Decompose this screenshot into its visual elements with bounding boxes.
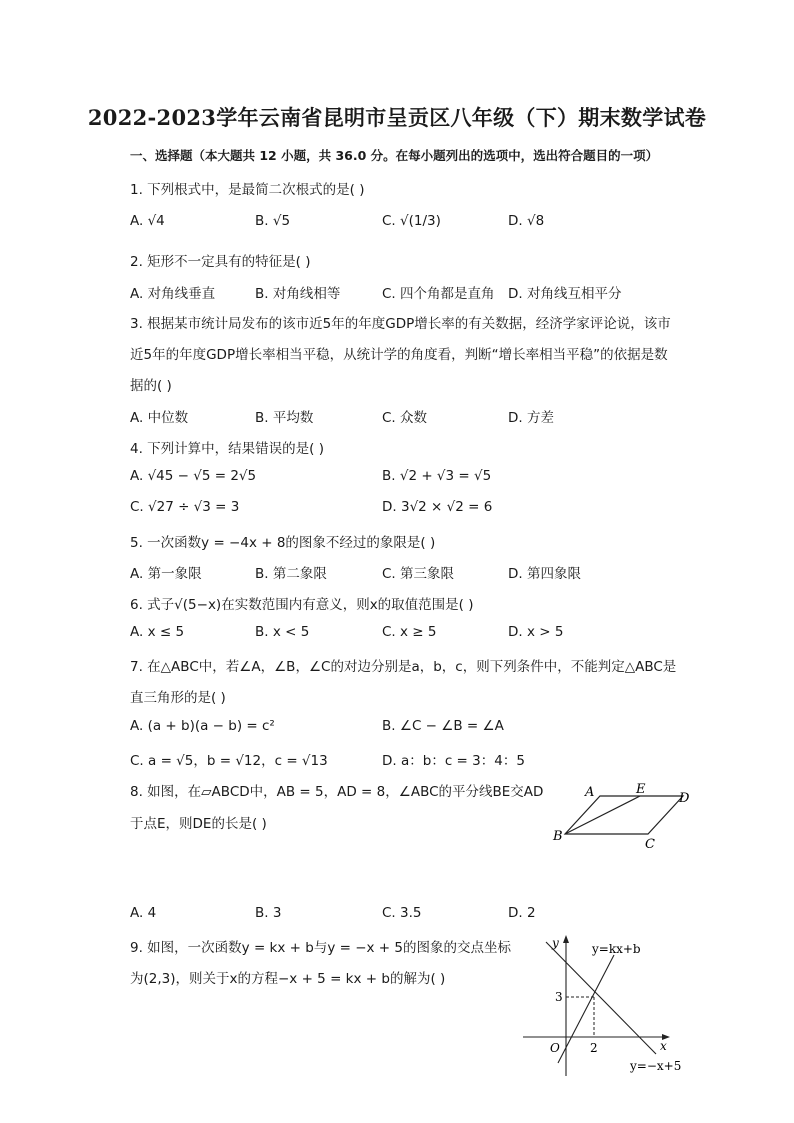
- question-7-option-c: C. a = √5，b = √12，c = √13: [130, 753, 328, 769]
- question-5-stem: 5. 一次函数y = −4x + 8的图象不经过的象限是( ): [130, 535, 436, 551]
- bisector-be: [565, 796, 640, 834]
- label-c: C: [645, 837, 655, 850]
- question-8-stem-line-1: 8. 如图，在▱ABCD中，AB = 5，AD = 8，∠ABC的平分线BE交AD: [130, 784, 544, 800]
- label-d: D: [679, 791, 690, 806]
- question-3-stem-line-2: 近5年的年度GDP增长率相当平稳，从统计学的角度看，判断“增长率相当平稳”的依据是数: [130, 347, 668, 363]
- question-3-option-d: D. 方差: [508, 410, 554, 426]
- question-7-option-a: A. (a + b)(a − b) = c²: [130, 718, 275, 734]
- question-2-stem: 2. 矩形不一定具有的特征是( ): [130, 254, 311, 270]
- question-8-option-b: B. 3: [255, 905, 282, 921]
- label-2: 2: [590, 1041, 598, 1055]
- question-6-option-b: B. x < 5: [255, 624, 310, 640]
- label-x-axis: x: [660, 1039, 667, 1053]
- question-5-option-b: B. 第二象限: [255, 566, 327, 582]
- y-axis-arrow-icon: [563, 935, 569, 943]
- question-5-option-c: C. 第三象限: [382, 566, 455, 582]
- question-2-option-a: A. 对角线垂直: [130, 286, 216, 302]
- question-3-option-a: A. 中位数: [130, 410, 189, 426]
- question-8-option-d: D. 2: [508, 905, 536, 921]
- question-1-option-c: C. √(1/3): [382, 213, 441, 229]
- parallelogram-abcd: [565, 796, 683, 834]
- label-y-kx-plus-b: y=kx+b: [592, 942, 641, 956]
- question-8-stem-line-2: 于点E，则DE的长是( ): [130, 816, 267, 832]
- label-3: 3: [555, 990, 563, 1004]
- question-1-stem: 1. 下列根式中，是最简二次根式的是( ): [130, 182, 365, 198]
- question-9-stem-line-2: 为(2,3)，则关于x的方程−x + 5 = kx + b的解为( ): [130, 971, 446, 987]
- parallelogram-figure: [548, 778, 698, 850]
- label-e: E: [636, 782, 646, 797]
- label-y-neg-x-plus-5: y=−x+5: [630, 1059, 682, 1073]
- question-4-option-a: A. √45 − √5 = 2√5: [130, 468, 257, 484]
- question-1-option-b: B. √5: [255, 213, 291, 229]
- question-4-stem: 4. 下列计算中，结果错误的是( ): [130, 441, 324, 457]
- question-3-stem-line-1: 3. 根据某市统计局发布的该市近5年的年度GDP增长率的有关数据，经济学家评论说，该市: [130, 316, 671, 332]
- question-3-option-c: C. 众数: [382, 410, 428, 426]
- question-1-option-a: A. √4: [130, 213, 165, 229]
- question-2-option-c: C. 四个角都是直角: [382, 286, 495, 302]
- section-heading: 一、选择题（本大题共 12 小题，共 36.0 分。在每小题列出的选项中，选出符合题目的一项）: [130, 148, 659, 163]
- question-8-option-c: C. 3.5: [382, 905, 422, 921]
- question-6-option-c: C. x ≥ 5: [382, 624, 437, 640]
- question-1-option-d: D. √8: [508, 213, 545, 229]
- question-2-option-d: D. 对角线互相平分: [508, 286, 622, 302]
- page-title: 2022-2023学年云南省昆明市呈贡区八年级（下）期末数学试卷: [87, 105, 707, 130]
- question-4-option-b: B. √2 + √3 = √5: [382, 468, 492, 484]
- question-4-option-d: D. 3√2 × √2 = 6: [382, 499, 493, 515]
- question-8-option-a: A. 4: [130, 905, 157, 921]
- label-origin: O: [550, 1041, 560, 1055]
- question-7-stem-line-2: 直三角形的是( ): [130, 690, 226, 706]
- question-6-stem: 6. 式子√(5−x)在实数范围内有意义，则x的取值范围是( ): [130, 597, 474, 613]
- label-y-axis: y: [552, 936, 559, 950]
- question-6-option-d: D. x > 5: [508, 624, 564, 640]
- question-6-option-a: A. x ≤ 5: [130, 624, 185, 640]
- question-4-option-c: C. √27 ÷ √3 = 3: [130, 499, 240, 515]
- label-a: A: [585, 785, 595, 800]
- question-3-option-b: B. 平均数: [255, 410, 314, 426]
- question-9-stem-line-1: 9. 如图，一次函数y = kx + b与y = −x + 5的图象的交点坐标: [130, 940, 511, 956]
- question-7-option-d: D. a：b：c = 3：4：5: [382, 753, 525, 769]
- function-graph-figure: [518, 930, 698, 1080]
- question-7-option-b: B. ∠C − ∠B = ∠A: [382, 718, 504, 734]
- question-5-option-a: A. 第一象限: [130, 566, 202, 582]
- question-7-stem-line-1: 7. 在△ABC中，若∠A，∠B，∠C的对边分别是a，b，c，则下列条件中，不能判定△ABC是: [130, 659, 677, 675]
- question-3-stem-line-3: 据的( ): [130, 378, 172, 394]
- question-5-option-d: D. 第四象限: [508, 566, 581, 582]
- question-2-option-b: B. 对角线相等: [255, 286, 341, 302]
- label-b: B: [553, 829, 563, 844]
